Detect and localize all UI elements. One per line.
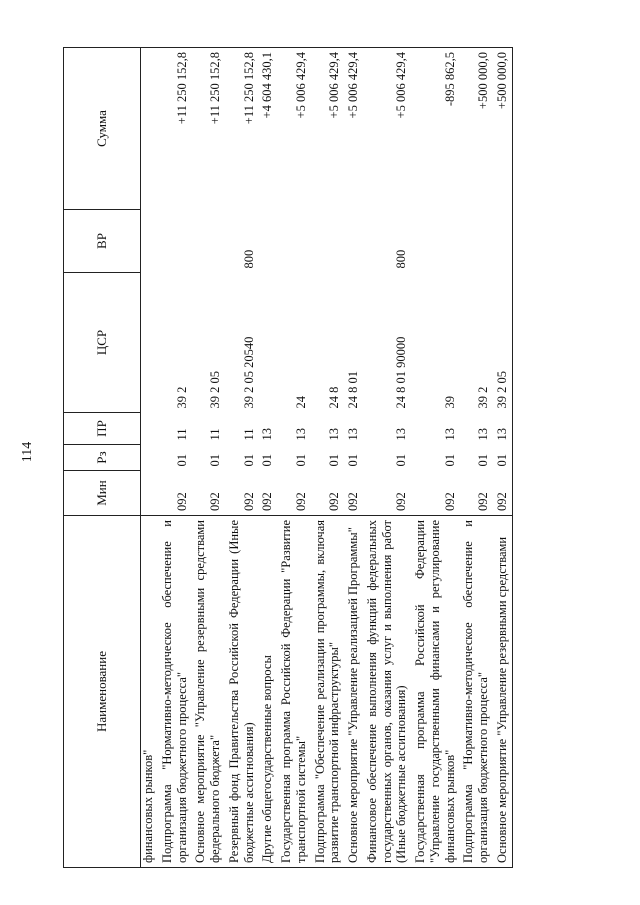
row-name: Государственная программа Российской Федерации "Развитие транспортной системы" [277, 516, 311, 868]
row-csr: 24 8 [327, 386, 342, 409]
row-csr: 39 2 [174, 386, 189, 409]
row-name: финансовых рынков" [141, 516, 158, 868]
row-min: 092 [346, 492, 360, 511]
budget-table [63, 47, 513, 868]
row-vr [258, 210, 277, 273]
row-rz: 01 [241, 454, 256, 467]
row-name: Другие общегосударственные вопросы [258, 516, 277, 868]
row-pr: 13 [260, 428, 275, 441]
header-min: Мин [64, 471, 141, 516]
row-vr [344, 210, 363, 273]
table-row [141, 48, 158, 868]
table-row [363, 48, 411, 868]
row-pr: 13 [293, 428, 308, 441]
row-sum: +5 006 429,4 [277, 48, 311, 210]
row-pr [141, 413, 158, 445]
row-sum: +11 250 152,8 [191, 48, 225, 210]
row-min: 092 [476, 492, 490, 511]
row-rz: 01 [208, 454, 222, 467]
row-name: Основное мероприятие "Управление резервными средствами [493, 516, 512, 868]
row-sum: +5 006 429,4 [344, 48, 363, 210]
row-name: Основное мероприятие "Управление реализацией Программы" [344, 516, 363, 868]
row-rz: 01 [394, 454, 409, 467]
row-sum: +500 000,0 [459, 48, 493, 210]
row-vr: 800 [241, 249, 256, 269]
table-row [493, 48, 512, 868]
row-rz: 01 [327, 454, 342, 467]
row-name: Подпрограмма "Нормативно-методическое обеспечение и организация бюджетного процесса" [459, 516, 493, 868]
row-min: 092 [174, 492, 189, 511]
row-sum: +11 250 152,8 [158, 48, 192, 210]
row-pr: 11 [208, 428, 222, 441]
table-row [277, 48, 311, 868]
row-csr: 24 8 01 90000 [394, 336, 409, 409]
row-name: Подпрограмма "Обеспечение реализации программы, включая развитие транспортной инфраструктуры" [311, 516, 345, 868]
table-row [459, 48, 493, 868]
table-row [411, 48, 459, 868]
row-rz: 01 [493, 445, 512, 471]
row-sum: +500 000,0 [493, 48, 512, 210]
row-csr: 39 2 05 20540 [241, 336, 256, 409]
budget-table-rotated [63, 48, 603, 868]
row-vr [158, 210, 192, 273]
row-csr [141, 273, 158, 413]
row-min: 092 [241, 492, 256, 511]
row-vr: 800 [394, 249, 409, 269]
row-rz: 01 [476, 454, 490, 467]
row-min: 092 [493, 471, 512, 516]
row-vr [311, 210, 345, 273]
table-row [158, 48, 192, 868]
row-csr: 39 [442, 396, 457, 409]
row-vr [277, 210, 311, 273]
row-pr: 13 [442, 428, 457, 441]
header-pr: ПР [64, 413, 141, 445]
row-min: 092 [327, 492, 342, 511]
header-csr: ЦСР [64, 273, 141, 413]
row-min: 092 [442, 492, 457, 511]
row-rz: 01 [293, 454, 308, 467]
row-name: Государственная программа Российской Федерации "Управление государственными финансами и регулирование финансовых рынков" [411, 516, 459, 868]
row-csr: 39 2 05 [208, 371, 222, 409]
table-row [191, 48, 225, 868]
row-min [141, 471, 158, 516]
page-number: 114 [20, 441, 35, 463]
row-csr: 39 2 [476, 386, 490, 409]
row-vr [141, 210, 158, 273]
row-sum: -895 862,5 [411, 48, 459, 210]
table-row [311, 48, 345, 868]
table-row [225, 48, 259, 868]
row-sum: +4 604 430,1 [258, 48, 277, 210]
row-rz: 01 [174, 454, 189, 467]
row-csr: 24 8 01 [346, 371, 360, 409]
row-rz: 01 [346, 454, 360, 467]
row-pr: 13 [346, 428, 360, 441]
row-vr [411, 210, 459, 273]
header-name: Наименование [64, 516, 141, 868]
row-min: 092 [260, 492, 275, 511]
table-row [258, 48, 277, 868]
row-rz: 01 [260, 454, 275, 467]
row-vr [493, 210, 512, 273]
row-sum: +5 006 429,4 [363, 48, 411, 210]
table-row [344, 48, 363, 868]
row-name: Подпрограмма "Нормативно-методическое обеспечение и организация бюджетного процесса" [158, 516, 192, 868]
row-min: 092 [293, 492, 308, 511]
row-name: Основное мероприятие "Управление резервными средствами федерального бюджета" [191, 516, 225, 868]
row-min: 092 [208, 492, 222, 511]
table-header [64, 48, 141, 868]
row-pr: 13 [394, 428, 409, 441]
row-csr [258, 273, 277, 413]
header-rz: Рз [64, 445, 141, 471]
row-pr: 13 [327, 428, 342, 441]
row-pr: 11 [241, 428, 256, 441]
header-sum: Сумма [64, 48, 141, 210]
row-min: 092 [394, 492, 409, 511]
row-vr [191, 210, 225, 273]
row-csr: 39 2 05 [493, 273, 512, 413]
row-name: Финансовое обеспечение выполнения функций федеральных государственных органов, оказания услуг и выполнения работ (Иные бюджетные ассигнования) [363, 516, 411, 868]
header-vr: ВР [64, 210, 141, 273]
row-rz [141, 445, 158, 471]
row-rz: 01 [442, 454, 457, 467]
row-pr: 13 [476, 428, 490, 441]
row-pr: 11 [174, 428, 189, 441]
row-sum: +11 250 152,8 [225, 48, 259, 210]
row-pr: 13 [493, 413, 512, 445]
row-sum: +5 006 429,4 [311, 48, 345, 210]
row-name: Резервный фонд Правительства Российской Федерации (Иные бюджетные ассигнования) [225, 516, 259, 868]
row-vr [459, 210, 493, 273]
row-sum [141, 48, 158, 210]
row-csr: 24 [293, 396, 308, 409]
